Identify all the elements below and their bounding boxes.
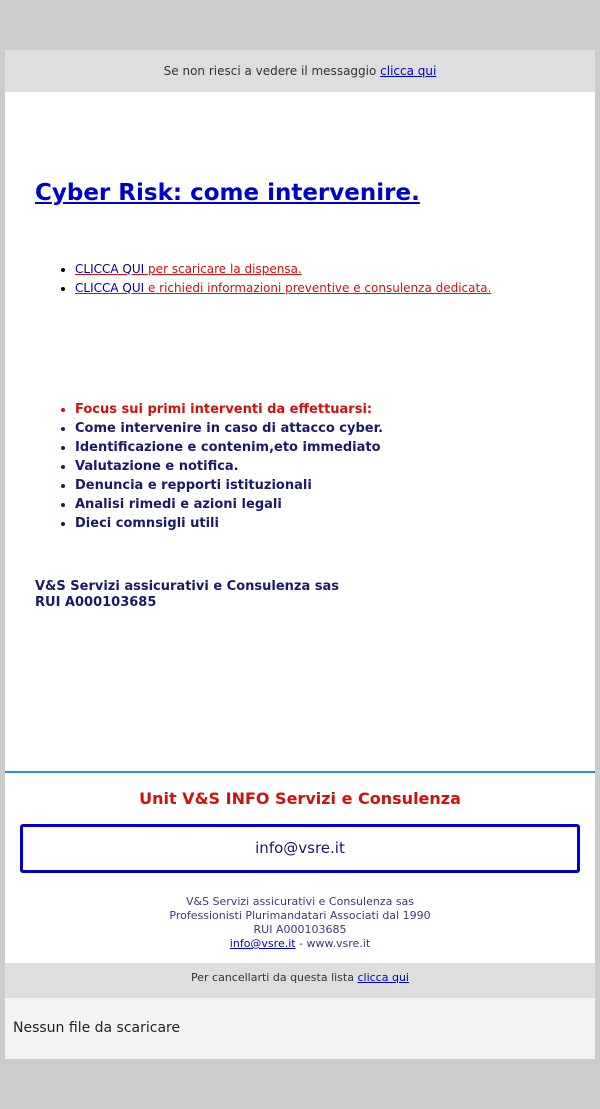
unit-title: Unit V&S INFO Servizi e Consulenza [139,789,461,808]
footer-company-tagline: Professionisti Plurimandatari Associati dal 1990 [169,909,431,922]
list-item: • Identificazione e contenim,eto immediato [75,438,383,457]
list-item: • Valutazione e notifica. [75,457,383,476]
list-item: • Focus sui primi interventi da effettuarsi: [75,400,383,419]
unsubscribe-link[interactable]: clicca qui [357,971,409,984]
list-item [75,260,491,279]
company-name: V&S Servizi assicurativi e Consulenza sas [35,579,340,594]
email-title-link[interactable]: Cyber Risk: come intervenire. [35,180,420,206]
email-contact-button[interactable]: info@vsre.it [20,824,580,873]
download-dispensa-link[interactable]: CLICCA QUI per scaricare la dispensa. [75,262,302,276]
view-online-bar [5,50,595,92]
unsubscribe-bar [5,963,595,998]
email-footer [5,773,595,963]
company-rui: RUI A000103685 [35,595,157,610]
email-body [5,92,595,771]
footer-email-link[interactable]: info@vsre.it [229,937,296,950]
list-item [75,279,491,298]
list-item: • Denuncia e repporti istituzionali [75,476,383,495]
list-item: • Analisi rimedi e azioni legali [75,495,383,514]
download-area [5,998,595,1059]
list-item: • Dieci comnsigli utili [75,514,383,533]
view-online-text: Se non riesci a vedere il messaggio [163,64,381,78]
company-signature [35,579,339,611]
request-info-link[interactable]: CLICCA QUI e richiedi informazioni preventive e consulenza dedicata. [75,281,492,295]
no-files-text: Nessun file da scaricare [13,1020,181,1036]
email-container [5,50,595,1059]
download-links-list [35,260,491,298]
footer-company-name: V&S Servizi assicurativi e Consulenza sas [185,895,415,908]
focus-topics-list [35,400,383,533]
footer-site-text: - www.vsre.it [295,937,371,950]
list-item: • Come intervenire in caso di attacco cyber. [75,419,383,438]
unsubscribe-text: Per cancellarti da questa lista [191,971,358,984]
footer-contacts [5,895,595,951]
footer-contact-line [5,937,595,951]
view-online-link[interactable]: clicca qui [380,64,437,78]
footer-company-rui: RUI A000103685 [253,923,347,936]
